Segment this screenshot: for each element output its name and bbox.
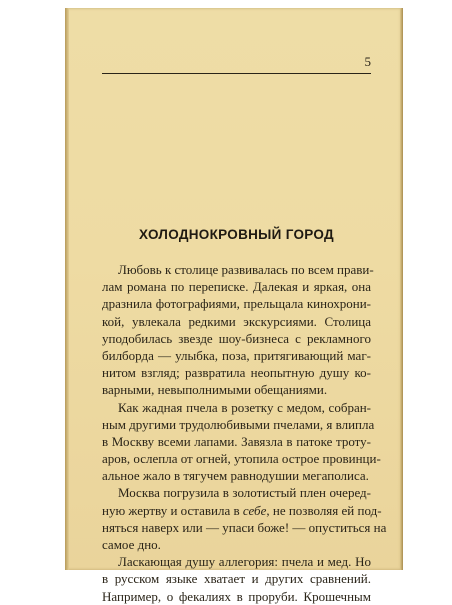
page-edge-shadow [400, 8, 403, 570]
text-segment: ную жертву и оставила в [102, 502, 243, 518]
text-line: няться наверх или — упаси боже! — опуститься на [102, 519, 387, 535]
text-line: Как жадная пчела в розетку с медом, собран- [118, 399, 371, 415]
text-line: уподобилась звезде шоу-бизнеса с рекламного [102, 330, 371, 346]
text-line: Москва погрузила в золотистый плен очеред- [118, 485, 371, 501]
text-line: лам романа по переписке. Далекая и яркая, она [102, 279, 371, 295]
text-line: Например, о фекалиях в проруби. Крошечным [102, 588, 371, 604]
text-line: аров, ослепла от огней, утопила острое провинци- [102, 451, 381, 467]
text-line: варными, невыполнимыми обещаниями. [102, 382, 328, 398]
text-line: в русском языке хватает и других сравнений. [102, 571, 371, 587]
text-line: нитом взгляд; развратила неопытную душу ко- [102, 365, 371, 381]
text-line: Ласкающая душу аллегория: пчела и мед. Но [118, 554, 371, 570]
chapter-title: ХОЛОДНОКРОВНЫЙ ГОРОД [139, 227, 334, 242]
text-line: самое дно. [102, 537, 161, 552]
text-line: Любовь к столице развивалась по всем прави- [118, 262, 374, 277]
book-page [65, 8, 403, 604]
text-line: дразнила фотографиями, прельщала кинохрони- [102, 296, 371, 312]
chapter-body-text [102, 261, 387, 605]
text-line: ным другими трудолюбивыми пчелами, я влипла [102, 416, 375, 432]
text-line [102, 502, 382, 519]
text-line: в Москву всеми лапами. Завязла в патоке троту- [102, 433, 371, 449]
text-segment-italic: себе [242, 502, 267, 518]
header-rule [102, 73, 371, 74]
text-line: билборда — улыбка, поза, притягивающий маг- [102, 347, 371, 363]
text-segment: , не позволяя ей под- [266, 502, 382, 518]
text-line: кой, увлекала редкими экскурсиями. Столица [102, 313, 371, 329]
text-line: альное жало в тягучем равнодушии мегаполиса. [102, 468, 369, 484]
page-number: 5 [364, 54, 371, 69]
page-spine-shadow [65, 8, 69, 570]
